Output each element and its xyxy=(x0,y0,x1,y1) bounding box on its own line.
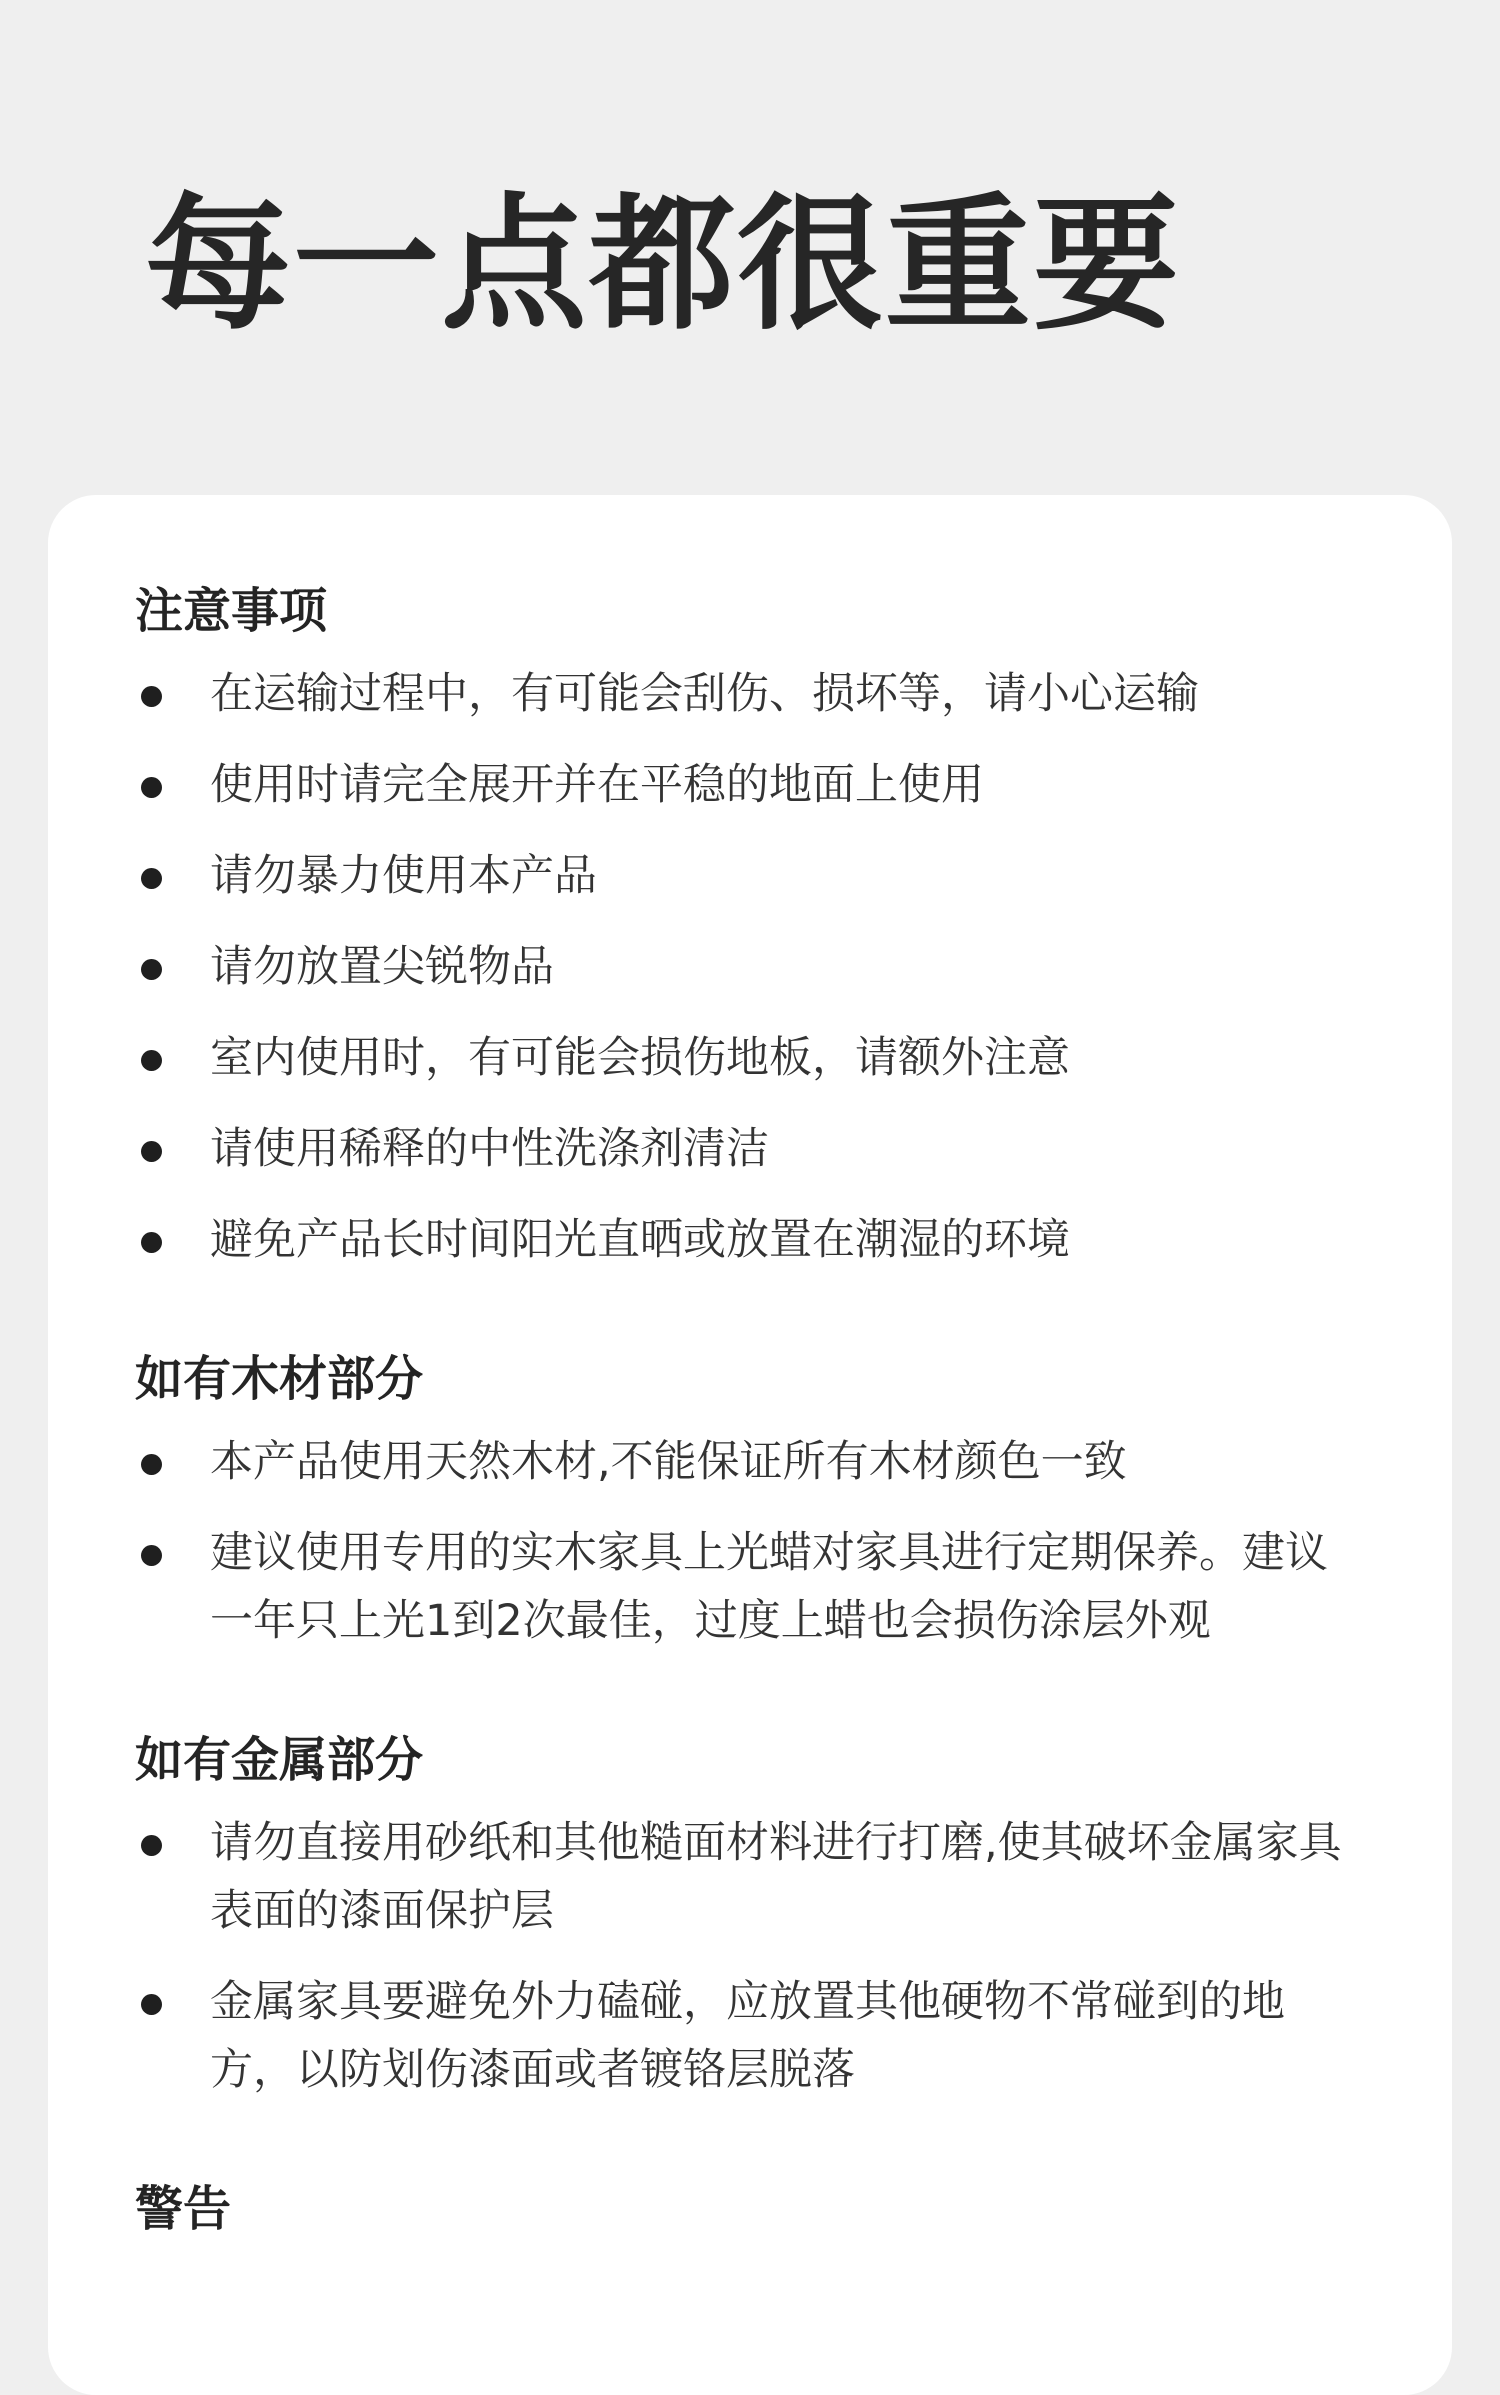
metal-parts-list xyxy=(135,1809,1425,2104)
list-item xyxy=(135,1024,1425,1092)
section-title-warning: 警告 xyxy=(135,2181,232,2237)
list-item-text: 本产品使用天然木材,不能保证所有木材颜色一致 xyxy=(210,1437,1127,1487)
section-metal-parts xyxy=(135,1729,1425,2104)
list-item-text: 请勿暴力使用本产品 xyxy=(210,851,597,901)
bullet-icon xyxy=(141,1232,162,1253)
bullet-icon xyxy=(141,686,162,707)
list-item-text: 建议使用专用的实木家具上光蜡对家具进行定期保养。建议一年只上光1到2次最佳，过度上蜡也会损伤涂层外观 xyxy=(210,1528,1328,1646)
section-title-wood-parts: 如有木材部分 xyxy=(135,1351,424,1407)
list-item-text: 室内使用时，有可能会损伤地板，请额外注意 xyxy=(210,1033,1070,1083)
list-item-text: 金属家具要避免外力磕碰，应放置其他硬物不常碰到的地方，以防划伤漆面或者镀铬层脱落 xyxy=(210,1977,1285,2095)
bullet-icon xyxy=(141,1050,162,1071)
section-wood-parts xyxy=(135,1348,1425,1655)
page-headline: 每一点都很重要 xyxy=(145,180,1181,350)
list-item-text: 使用时请完全展开并在平稳的地面上使用 xyxy=(210,760,984,810)
list-item-text: 请勿直接用砂纸和其他糙面材料进行打磨,使其破坏金属家具表面的漆面保护层 xyxy=(210,1818,1342,1936)
bullet-icon xyxy=(141,868,162,889)
section-title-metal-parts: 如有金属部分 xyxy=(135,1732,424,1788)
list-item xyxy=(135,1206,1425,1274)
list-item xyxy=(135,842,1425,910)
list-item-text: 在运输过程中，有可能会刮伤、损坏等，请小心运输 xyxy=(210,669,1199,719)
section-title-precautions: 注意事项 xyxy=(135,583,328,639)
bullet-icon xyxy=(141,1545,162,1566)
notes-card xyxy=(48,495,1452,2395)
list-item xyxy=(135,1809,1425,1945)
bullet-icon xyxy=(141,1835,162,1856)
bullet-icon xyxy=(141,959,162,980)
list-item xyxy=(135,1519,1425,1655)
list-item xyxy=(135,660,1425,728)
bullet-icon xyxy=(141,777,162,798)
list-item xyxy=(135,933,1425,1001)
list-item xyxy=(135,1968,1425,2104)
bullet-icon xyxy=(141,1141,162,1162)
list-item xyxy=(135,1428,1425,1496)
bullet-icon xyxy=(141,1994,162,2015)
section-precautions xyxy=(135,580,1425,1274)
section-warning xyxy=(135,2178,1425,2240)
list-item xyxy=(135,1115,1425,1183)
list-item-text: 请使用稀释的中性洗涤剂清洁 xyxy=(210,1124,769,1174)
list-item-text: 请勿放置尖锐物品 xyxy=(210,942,554,992)
wood-parts-list xyxy=(135,1428,1425,1655)
precautions-list xyxy=(135,660,1425,1274)
list-item xyxy=(135,751,1425,819)
notes-card-content xyxy=(135,580,1425,2314)
list-item-text: 避免产品长时间阳光直晒或放置在潮湿的环境 xyxy=(210,1215,1070,1265)
bullet-icon xyxy=(141,1454,162,1475)
